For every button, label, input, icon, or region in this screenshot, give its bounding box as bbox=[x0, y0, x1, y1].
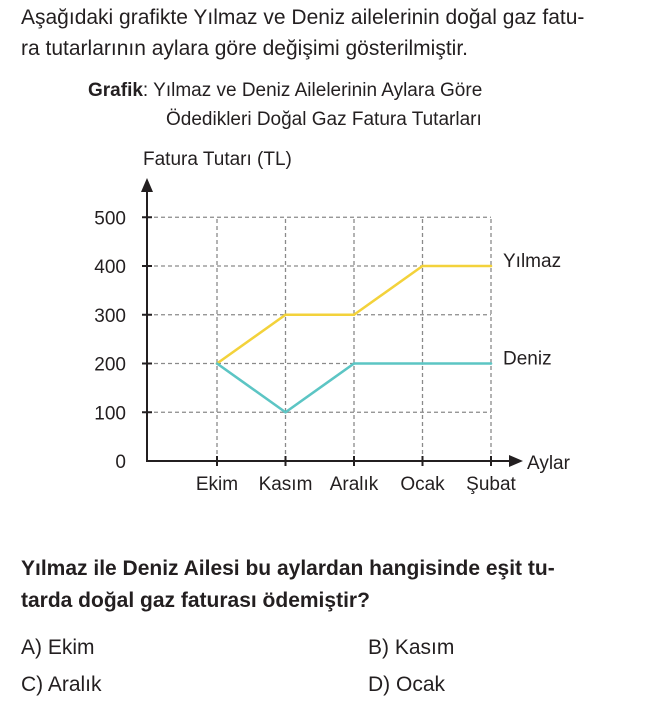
chart-caption-title-2: Ödedikleri Doğal Gaz Fatura Tutarları bbox=[166, 109, 482, 130]
y-tick-label-0: 0 bbox=[115, 452, 126, 473]
series-2-point-4 bbox=[421, 362, 424, 365]
series-2-point-3 bbox=[353, 362, 356, 365]
x-axis-title: Aylar bbox=[527, 453, 570, 474]
y-tick-label-500: 500 bbox=[94, 208, 126, 230]
x-tick-label-2: Kasım bbox=[258, 474, 313, 495]
x-tick-label-5: Şubat bbox=[466, 474, 516, 495]
y-tick-label-200: 200 bbox=[94, 354, 126, 376]
x-tick-label-4: Ocak bbox=[400, 474, 445, 495]
option-d[interactable]: D) Ocak bbox=[368, 673, 446, 696]
y-tick-label-400: 400 bbox=[94, 257, 126, 278]
intro-line-2: ra tutarlarının aylara göre değişimi gösterilmiştir. bbox=[21, 37, 469, 60]
option-b[interactable]: B) Kasım bbox=[368, 636, 455, 659]
chart-caption-title-1: Yılmaz ve Deniz Ailelerinin Aylara Göre bbox=[153, 80, 483, 101]
series-1-point-2 bbox=[284, 313, 287, 316]
series-1-point-4 bbox=[421, 265, 424, 268]
question-line-1: Yılmaz ile Deniz Ailesi bu aylardan hangisinde eşit tu- bbox=[21, 557, 555, 580]
series-2-point-2 bbox=[284, 411, 287, 414]
series-2-point-5 bbox=[490, 362, 493, 365]
option-c[interactable]: C) Aralık bbox=[21, 673, 102, 696]
question-line-2: tarda doğal gaz faturası ödemiştir? bbox=[21, 589, 370, 612]
y-axis-title: Fatura Tutarı (TL) bbox=[143, 149, 292, 170]
x-tick-label-3: Aralık bbox=[329, 474, 379, 495]
intro-line-1: Aşağıdaki grafikte Yılmaz ve Deniz ailelerinin doğal gaz fatu- bbox=[21, 6, 585, 29]
x-axis-arrow bbox=[509, 455, 523, 467]
series-label-1: Yılmaz bbox=[503, 251, 562, 272]
option-a[interactable]: A) Ekim bbox=[21, 636, 95, 659]
chart-caption-prefix: Grafik bbox=[88, 80, 143, 101]
series-label-2: Deniz bbox=[503, 348, 552, 370]
series-1-point-3 bbox=[353, 313, 356, 316]
question-text bbox=[21, 553, 555, 617]
series-1-point-5 bbox=[490, 265, 493, 268]
x-tick-label-1: Ekim bbox=[195, 474, 239, 495]
series-2-point-1 bbox=[216, 362, 219, 365]
y-tick-label-100: 100 bbox=[94, 403, 126, 425]
y-tick-label-300: 300 bbox=[94, 305, 126, 327]
y-axis-arrow bbox=[141, 178, 153, 192]
chart-caption-colon: : bbox=[142, 80, 149, 101]
